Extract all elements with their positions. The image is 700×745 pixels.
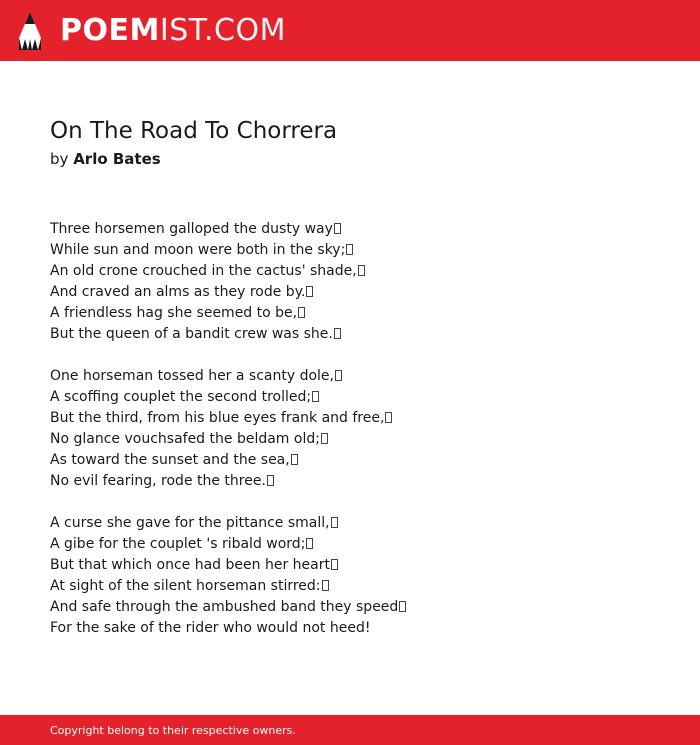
poem-stanza [50,219,670,345]
poem-line [50,513,670,534]
poem-line-text: A curse she gave for the pittance small, [50,515,330,531]
poem-line [50,618,670,639]
poem-line [50,387,670,408]
poem-line-text: And safe through the ambushed band they speed [50,599,399,615]
missing-glyph-icon [306,538,313,549]
poem-author: Arlo Bates [73,150,161,168]
poem-line-text: But that which once had been her heart [50,557,330,573]
missing-glyph-icon [331,517,338,528]
missing-glyph-icon [334,223,341,234]
missing-glyph-icon [346,244,353,255]
poem-line [50,576,670,597]
missing-glyph-icon [331,559,338,570]
poem-line-text: As toward the sunset and the sea, [50,452,290,468]
poem-body [50,219,670,639]
poem-byline [50,148,670,170]
missing-glyph-icon [385,412,392,423]
missing-glyph-icon [306,286,313,297]
poem-line-text: An old crone crouched in the cactus' shade, [50,263,357,279]
poem-line [50,597,670,618]
poem-line-text: While sun and moon were both in the sky; [50,242,346,258]
poem-line [50,261,670,282]
poem-stanza [50,513,670,639]
missing-glyph-icon [399,601,406,612]
site-header [0,0,700,61]
by-label: by [50,150,69,168]
missing-glyph-icon [335,370,342,381]
poem-line-text: A friendless hag she seemed to be, [50,305,298,321]
logo-brand-light: IST.COM [159,12,286,48]
poem-title: On The Road To Chorrera [50,118,338,144]
poem-line [50,429,670,450]
site-logo[interactable] [60,12,286,48]
poem-line-text: A gibe for the couplet 's ribald word; [50,536,306,552]
missing-glyph-icon [321,433,328,444]
poem-line [50,324,670,345]
poem-line-text: One horseman tossed her a scanty dole, [50,368,334,384]
missing-glyph-icon [358,265,365,276]
poem-line [50,471,670,492]
missing-glyph-icon [298,307,305,318]
poem-line-text: But the queen of a bandit crew was she. [50,326,333,342]
logo-brand-bold: POEM [60,12,160,48]
missing-glyph-icon [334,328,341,339]
poem-line [50,366,670,387]
poem-line-text: At sight of the silent horseman stirred: [50,578,321,594]
missing-glyph-icon [291,454,298,465]
poem-line-text: For the sake of the rider who would not heed! [50,620,371,636]
poem-line [50,282,670,303]
missing-glyph-icon [322,580,329,591]
poem-line-text: And craved an alms as they rode by. [50,284,306,300]
poem-line-text: Three horsemen galloped the dusty way [50,221,333,237]
pencil-tip-icon[interactable] [18,11,42,51]
poem-line-text: A scoffing couplet the second trolled; [50,389,312,405]
poem-line-text: No evil fearing, rode the three. [50,473,266,489]
missing-glyph-icon [312,391,319,402]
poem-line [50,240,670,261]
poem-content [50,116,670,660]
poem-line [50,534,670,555]
missing-glyph-icon [267,475,274,486]
copyright-text: Copyright belong to their respective owners. [50,723,296,737]
poem-line-text: No glance vouchsafed the beldam old; [50,431,320,447]
site-footer [0,715,700,745]
poem-line [50,555,670,576]
poem-line [50,303,670,324]
poem-line [50,450,670,471]
poem-line [50,219,670,240]
poem-stanza [50,366,670,492]
poem-line-text: But the third, from his blue eyes frank and free, [50,410,385,426]
poem-line [50,408,670,429]
